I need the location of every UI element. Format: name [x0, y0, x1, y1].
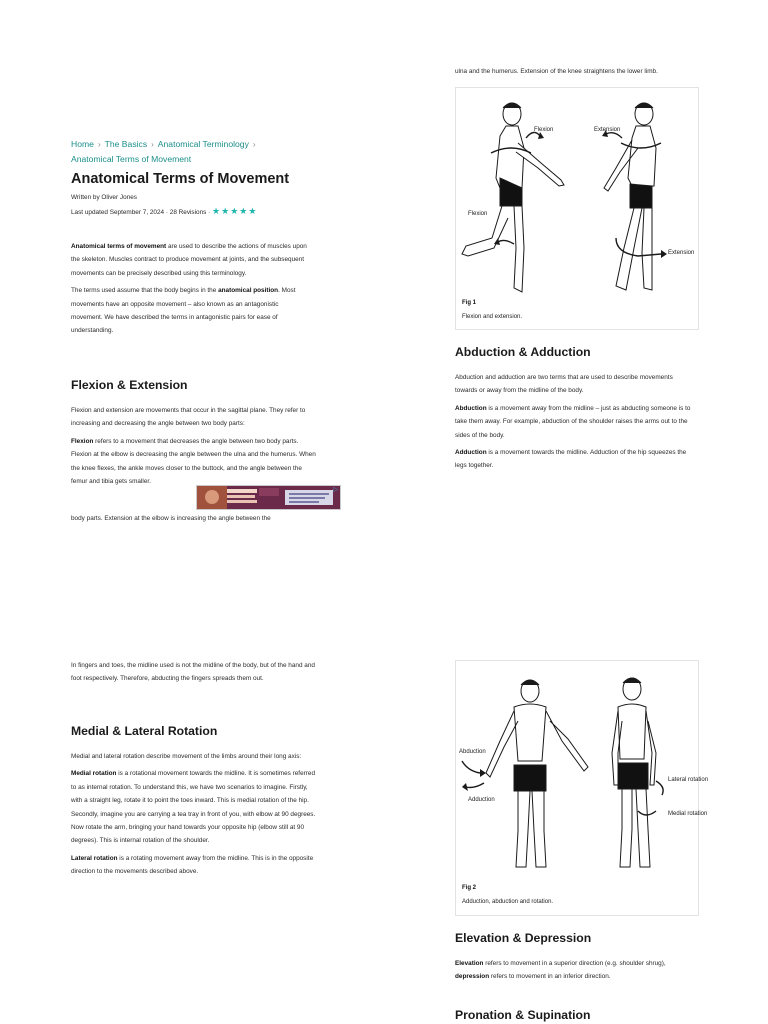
star-icon: ★: [239, 206, 249, 216]
fig1-caption: Flexion and extension.: [462, 314, 523, 320]
updated-line: [71, 206, 257, 217]
abduction-paragraph-3: [455, 446, 695, 473]
intro-paragraph-2: [71, 284, 311, 338]
fig1-extension-top-label: Extension: [594, 127, 621, 133]
abduction-paragraph-4: In fingers and toes, the midline used is not the midline of the body, but of the hand and foot respectively. Therefore, abducting the fingers spreads them out.: [71, 662, 315, 683]
page-title: Anatomical Terms of Movement: [71, 171, 290, 187]
figure-1: [455, 87, 699, 330]
rating-stars[interactable]: [212, 206, 257, 216]
rotation-heading: Medial & Lateral Rotation: [71, 724, 218, 738]
flexion-paragraph-3: body parts. Extension at the elbow is increasing the angle between the: [71, 515, 271, 522]
abduction-text: is a movement away from the midline – just as abducting someone is to take them away. For example, abduction of the shoulder raises the arms out to the sides of the body.: [455, 404, 691, 439]
author-line: [71, 194, 137, 201]
flexion-paragraph-1: Flexion and extension are movements that occur in the sagittal plane. They refer to increasing and decreasing the angle between two body parts:: [71, 407, 306, 428]
star-icon: ★: [212, 206, 222, 216]
abduction-section: [455, 371, 695, 473]
extension-continued-line: [455, 65, 715, 78]
intro-paragraph-1: [71, 240, 311, 280]
elevation-heading: Elevation & Depression: [455, 931, 592, 945]
elevation-paragraph: [455, 957, 700, 984]
chevron-right-icon: ›: [97, 140, 101, 149]
intro-text: . Most movements have an opposite movement – also known as an antagonistic movement. We have described the terms in antagonistic pairs for ease of understanding.: [71, 287, 296, 335]
ad-image: [197, 486, 340, 509]
fig1-flexion-leg-label: Flexion: [468, 211, 488, 217]
ad-choices-icon[interactable]: ▷: [333, 487, 338, 493]
fig1-number: Fig 1: [462, 300, 477, 306]
rotation-section: [71, 750, 316, 879]
intro-section: [71, 240, 311, 338]
lateral-rotation-bold: Lateral rotation: [71, 854, 118, 862]
advertisement-banner[interactable]: [196, 485, 341, 510]
figure-2: [455, 660, 709, 916]
star-icon: ★: [230, 206, 240, 216]
rotation-text: is a rotational movement towards the midline. It is sometimes referred to as internal rotation. To understand this, we have two scenarios to imagine. Firstly, with a straight leg, rotate it to point the toes inward. This is medial rotation of the hip. Secondly, imagine you are carrying a tea tray in front of you, with elbow at 90 degrees. Now rotate the arm, bringing your hand towards your opposite hip (elbow still at 90 degrees). This is internal rotation of the shoulder.: [71, 770, 316, 845]
flexion-paragraph-2: [71, 435, 316, 489]
breadcrumb-terminology-link[interactable]: Anatomical Terminology: [157, 139, 249, 149]
fig2-number: Fig 2: [462, 885, 477, 891]
rotation-paragraph-3: [71, 852, 316, 879]
abduction-heading: Abduction & Adduction: [455, 345, 591, 359]
fig2-medial-label: Medial rotation: [668, 811, 708, 817]
flexion-text: refers to a movement that decreases the angle between two body parts. Flexion at the elbow is decreasing the angle between the ulna and the humerus. When the knee flexes, the ankle moves closer to the buttock, and the angle between the femur and tibia gets smaller.: [71, 437, 316, 486]
flexion-heading: Flexion & Extension: [71, 378, 188, 392]
pronation-heading: Pronation & Supination: [455, 1008, 591, 1022]
breadcrumb-home-link[interactable]: Home: [71, 139, 94, 149]
adduction-bold: Adduction: [455, 449, 487, 457]
depression-text: refers to movement in an inferior direction.: [489, 973, 611, 981]
depression-bold: depression: [455, 973, 490, 981]
breadcrumb: [71, 136, 301, 166]
fig2-adduction-label: Adduction: [468, 797, 495, 803]
intro-bold: Anatomical terms of movement: [71, 243, 167, 250]
abduction-bold: Abduction: [455, 404, 487, 412]
fig2-caption: Adduction, abduction and rotation.: [462, 899, 554, 905]
chevron-right-icon: ›: [252, 140, 256, 149]
fig1-extension-leg-label: Extension: [668, 250, 695, 256]
abduction-paragraph-1: Abduction and adduction are two terms that are used to describe movements towards or away from the midline of the body.: [455, 374, 673, 395]
rotation-paragraph-2: [71, 767, 316, 847]
flexion-continued-line: [71, 512, 316, 525]
elevation-section: [455, 957, 700, 984]
abduction-rotation-illustration: [456, 661, 709, 876]
adduction-text: is a movement towards the midline. Adduction of the hip squeezes the legs together.: [455, 449, 687, 470]
chevron-right-icon: ›: [151, 140, 154, 149]
medial-rotation-bold: Medial rotation: [71, 770, 117, 778]
extension-text: ulna and the humerus. Extension of the knee straightens the lower limb.: [455, 68, 658, 75]
fig2-abduction-label: Abduction: [459, 749, 486, 755]
elevation-bold: Elevation: [455, 960, 484, 967]
updated-text: Last updated September 7, 2024 · 28 Revisions ·: [71, 209, 211, 216]
rotation-text: is a rotating movement away from the midline. This is in the opposite direction to the movements described above.: [71, 854, 314, 876]
anatomical-position-bold: anatomical position: [218, 287, 279, 295]
breadcrumb-current-link[interactable]: Anatomical Terms of Movement: [71, 154, 192, 164]
flexion-bold: Flexion: [71, 437, 94, 445]
author-text: Written by Oliver Jones: [71, 194, 137, 201]
star-icon: ★: [221, 206, 231, 216]
abduction-fingers-section: [71, 659, 316, 686]
intro-text: are used to describe the actions of muscles upon the skeleton. Muscles contract to produce movement at joints, and the subsequent movements can be precisely described using this terminology.: [71, 243, 307, 277]
fig2-lateral-label: Lateral rotation: [668, 777, 709, 783]
abduction-paragraph-2: [455, 402, 695, 442]
intro-text: The terms used assume that the body begins in the: [71, 287, 219, 295]
rotation-paragraph-1: Medial and lateral rotation describe movement of the limbs around their long axis:: [71, 753, 302, 760]
star-icon: ★: [248, 206, 258, 216]
fig1-flexion-top-label: Flexion: [534, 127, 554, 133]
flexion-extension-illustration: [456, 88, 698, 298]
elevation-text: refers to movement in a superior direction (e.g. shoulder shrug),: [483, 960, 666, 967]
flexion-section: [71, 404, 316, 486]
breadcrumb-basics-link[interactable]: The Basics: [104, 139, 148, 149]
